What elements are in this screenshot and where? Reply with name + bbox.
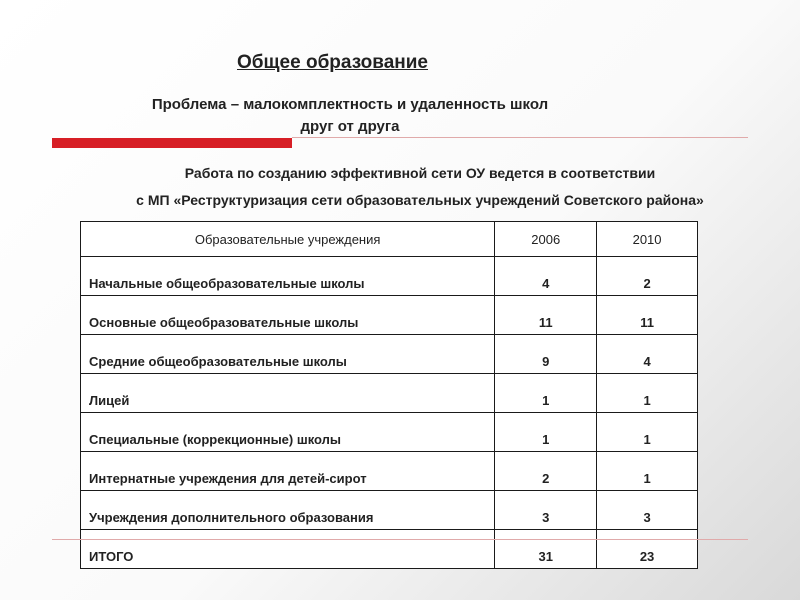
table-row: [81, 491, 698, 530]
table-row: [81, 452, 698, 491]
red-accent-bar: [52, 138, 292, 148]
table-header-row: [81, 222, 698, 257]
row-2006: 1: [495, 413, 597, 452]
row-2010: 1: [597, 413, 698, 452]
row-2010: 1: [597, 452, 698, 491]
row-2010: 4: [597, 335, 698, 374]
table-row: [81, 335, 698, 374]
institutions-table: [80, 221, 698, 569]
subtitle-line-2: друг от друга: [300, 118, 400, 135]
row-2006: 11: [495, 296, 597, 335]
row-name: Лицей: [81, 374, 495, 413]
header-2010: 2010: [597, 222, 698, 257]
description-line-2: с МП «Реструктуризация сети образовательных учреждений Советского района»: [136, 192, 704, 208]
row-name: Средние общеобразовательные школы: [81, 335, 495, 374]
header-2006: 2006: [495, 222, 597, 257]
row-2006: 4: [495, 257, 597, 296]
row-2010: 1: [597, 374, 698, 413]
table-row: [81, 374, 698, 413]
table-row: [81, 413, 698, 452]
row-name: Специальные (коррекционные) школы: [81, 413, 495, 452]
row-2006: 3: [495, 491, 597, 530]
subtitle-line-1: Проблема – малокомплектность и удаленность школ: [151, 96, 549, 113]
row-name: Основные общеобразовательные школы: [81, 296, 495, 335]
table-row-total: [81, 530, 698, 569]
row-2010: 2: [597, 257, 698, 296]
description: [60, 160, 780, 214]
subtitle: [90, 94, 610, 138]
description-line-1: Работа по созданию эффективной сети ОУ ведется в соответствии: [184, 165, 656, 181]
row-name: Интернатные учреждения для детей-сирот: [81, 452, 495, 491]
page-title: Общее образование: [237, 52, 429, 73]
row-2006: 2: [495, 452, 597, 491]
row-2006: 9: [495, 335, 597, 374]
table-row: [81, 257, 698, 296]
row-2006: 1: [495, 374, 597, 413]
top-divider-line: [292, 137, 748, 138]
table-row: [81, 296, 698, 335]
total-2006: 31: [495, 530, 597, 569]
header-institutions: Образовательные учреждения: [81, 222, 495, 257]
bottom-divider-line: [52, 539, 748, 540]
total-2010: 23: [597, 530, 698, 569]
row-name: Начальные общеобразовательные школы: [81, 257, 495, 296]
row-2010: 3: [597, 491, 698, 530]
row-2010: 11: [597, 296, 698, 335]
row-name: Учреждения дополнительного образования: [81, 491, 495, 530]
total-label: ИТОГО: [81, 530, 495, 569]
